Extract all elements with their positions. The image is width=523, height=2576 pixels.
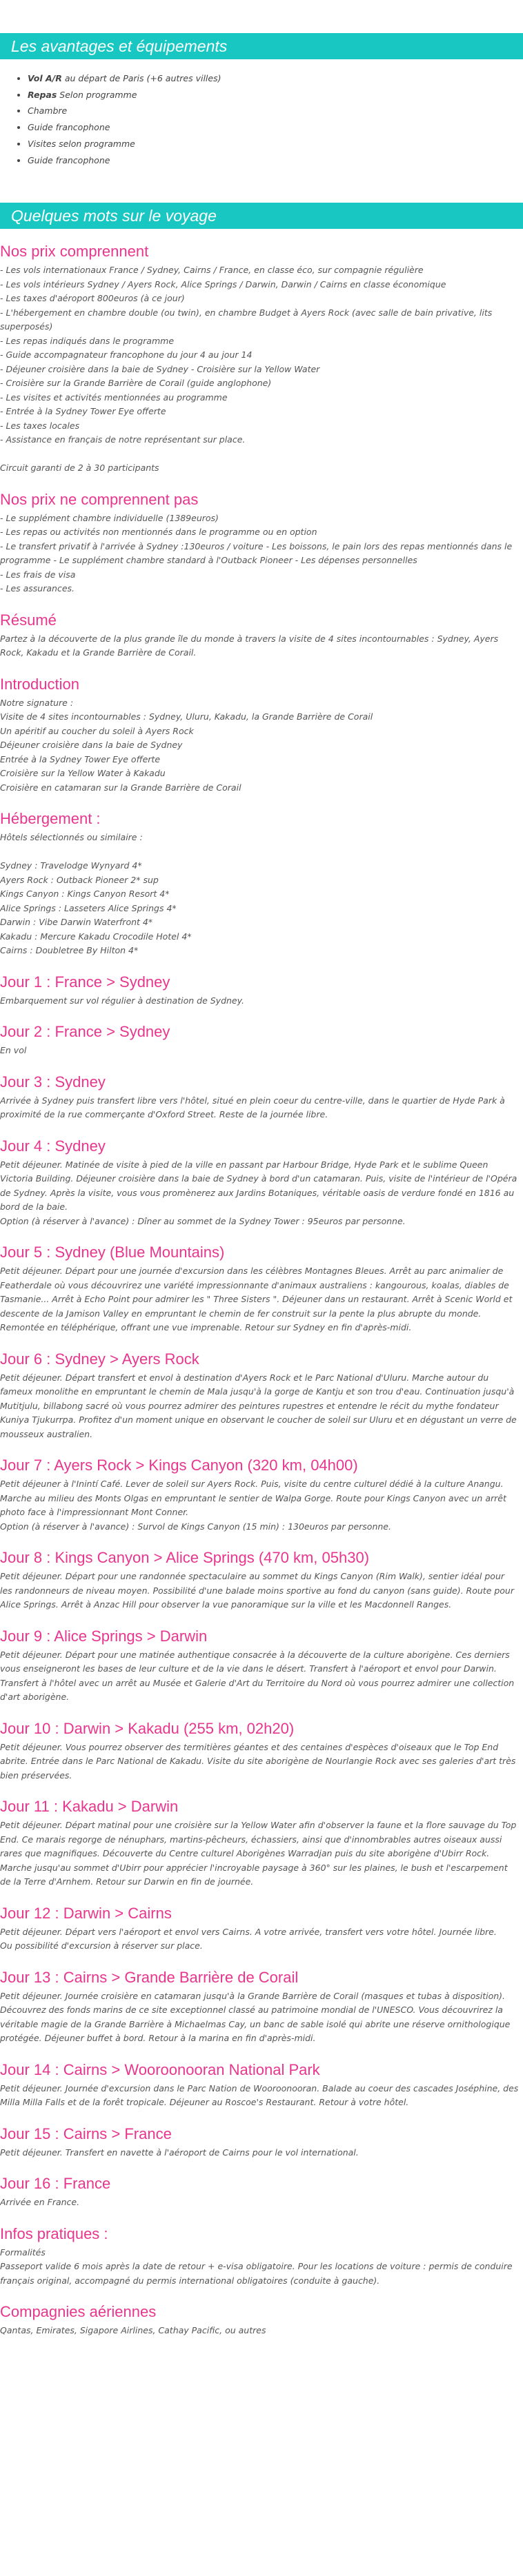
features-banner: Les avantages et équipements — [0, 33, 523, 59]
feature-item — [28, 136, 523, 152]
section-line: - Les vols intérieurs Sydney / Ayers Rock, Alice Springs / Darwin, Darwin / Cairns en classe économique — [0, 278, 446, 290]
section-line: - Les frais de visa — [0, 569, 76, 580]
section-title: Jour 13 : Cairns > Grande Barrière de Corail — [0, 1968, 299, 1986]
section-body — [0, 1925, 523, 1954]
section-line: Cairns : Doubletree By Hilton 4* — [0, 945, 139, 956]
section-body — [0, 632, 523, 660]
section — [0, 2175, 523, 2210]
section-body — [0, 511, 523, 596]
section — [0, 1905, 523, 1954]
section-line: - Les visites et activités mentionnées au programme — [0, 392, 228, 403]
section-body — [0, 2195, 523, 2210]
section-line: Petit déjeuner. Départ pour une randonnée spectaculaire au sommet du Kings Canyon (Rim Walk), sentier idéal pour les randonneurs de niveau moyen. Possibilité d'une balade moins sportive au fond du canyon (sans guide). Route pour Alice Springs. Arrêt à Anzac Hill pour observer la vue panoramique sur la ville et les Macdonnell Ranges. — [0, 1571, 514, 1610]
feature-item — [28, 152, 523, 169]
section-line: - Guide accompagnateur francophone du jour 4 au jour 14 — [0, 349, 253, 361]
section — [0, 1969, 523, 2046]
feature-item-text: Chambre — [28, 105, 68, 116]
section-title: Jour 2 : France > Sydney — [0, 1023, 170, 1041]
section-body — [0, 2246, 523, 2289]
section-line: Visite de 4 sites incontournables : Sydney, Uluru, Kakadu, la Grande Barrière de Corail — [0, 711, 373, 722]
section — [0, 2303, 523, 2338]
feature-item-bold: Vol A/R — [28, 73, 62, 83]
section-title: Compagnies aériennes — [0, 2303, 157, 2321]
section — [0, 2225, 523, 2289]
section-title: Jour 10 : Darwin > Kakadu (255 km, 02h20) — [0, 1719, 295, 1737]
section-line: - Les assurances. — [0, 583, 75, 594]
section-line: Darwin : Vibe Darwin Waterfront 4* — [0, 917, 153, 928]
section-body — [0, 1570, 523, 1612]
section-title: Hébergement : — [0, 810, 101, 828]
section-title: Jour 5 : Sydney (Blue Mountains) — [0, 1244, 225, 1261]
section-line: Passeport valide 6 mois après la date de retour + e-visa obligatoire. Pour les locations de voiture : permis de conduire français original, accompagné du permis international obligatoires (conduite à gauche). — [0, 2261, 513, 2286]
section-line: Petit déjeuner. Matinée de visite à pied de la ville en passant par Harbour Bridge, Hyde Park et le sublime Queen Victoria Building. Déjeuner croisière dans la baie de Sydney à bord d'un catamaran. Puis, visite de l'intérieur de l'Opéra de Sydney. Après la visite, vous vous promènerez aux Jardins Botaniques, véritable oasis de verdure fondé en 1816 au bord de la baie. — [0, 1159, 517, 1213]
section — [0, 676, 523, 795]
feature-item-bold: Repas — [28, 89, 57, 100]
section-line: Kings Canyon : Kings Canyon Resort 4* — [0, 889, 170, 900]
section — [0, 1627, 523, 1705]
section-line: Un apéritif au coucher du soleil à Ayers Rock — [0, 725, 194, 736]
section-line: - L'hébergement en chambre double (ou twin), en chambre Budget à Ayers Rock (avec salle de bain privative, lits superposés) — [0, 307, 493, 332]
section — [0, 1073, 523, 1122]
section-line: Petit déjeuner. Journée d'excursion dans le Parc Nation de Wooroonooran. Balade au coeur des cascades Joséphine, des Milla Milla Falls et de la forêt tropicale. Déjeuner au Roscoe's Restaurant. Retour à votre hôtel. — [0, 2082, 519, 2108]
section-body — [0, 1989, 523, 2046]
section — [0, 1244, 523, 1335]
section — [0, 810, 523, 958]
section-line: - Le transfert privatif à l'arrivée à Sydney :130euros / voiture - Les boissons, le pain lors des repas mentionnés dans le programme - Le supplément chambre standard à l'Outback Pioneer - Les dépenses personnelles — [0, 540, 513, 566]
feature-item — [28, 70, 523, 87]
section-line: Sydney : Travelodge Wynyard 4* — [0, 860, 142, 871]
section-title: Jour 9 : Alice Springs > Darwin — [0, 1627, 208, 1645]
section-line: Embarquement sur vol régulier à destination de Sydney. — [0, 995, 245, 1006]
section-line: Petit déjeuner. Transfert en navette à l'aéroport de Cairns pour le vol international. — [0, 2147, 359, 2158]
section-title: Nos prix ne comprennent pas — [0, 490, 199, 508]
section-line: Petit déjeuner. Départ transfert et envol à destination d'Ayers Rock et le Parc National d'Uluru. Marche autour du fameux monolithe en empruntant le chemin de Mala jusqu'à la gorge de Kantju et son trou d'eau. Continuation jusqu'à Mutitjulu, billabong sacré où vous pourrez admirer des peintures rupestres et entendre le récit du mythe fondateur Kuniya Tjukurrpa. Profitez d'un moment unique en observant le coucher de soleil sur Uluru et en dégustant un verre de mousseux australien. — [0, 1372, 517, 1439]
section-line: Petit déjeuner à l'Inintí Café. Lever de soleil sur Ayers Rock. Puis, visite du centre culturel dédié à la culture Anangu. Marche au milieu des Monts Olgas en empruntant le sentier de Walpa Gorge. Route pour Kings Canyon avec un arrêt photo face à l'impressionnant Mont Conner. — [0, 1479, 506, 1518]
feature-item-text: Guide francophone — [28, 122, 110, 133]
section — [0, 1457, 523, 1534]
section-body — [0, 831, 523, 958]
section-line: Petit déjeuner. Départ matinal pour une croisière sur la Yellow Water afin d'observer la faune et la flore sauvage du Top End. Ce marais regorge de nénuphars, martins-pêcheurs, échassiers, ainsi que d'innombrables autres oiseaux aussi rares que magnifiques. Découverte du Centre culturel Aborigènes Warradjan puis du site aborigène d'Ubirr Rock. Marche jusqu'au sommet d'Ubirr pour apprécier l'incroyable paysage à 360° sur les plaines, le bush et l'escarpement de la Terre d'Arnhem. Retour sur Darwin en fin de journée. — [0, 1820, 517, 1887]
section — [0, 973, 523, 1008]
section — [0, 491, 523, 596]
section-title: Jour 1 : France > Sydney — [0, 973, 170, 991]
sections-container — [0, 243, 523, 2338]
section-line: Partez à la découverte de la plus grande île du monde à travers la visite de 4 sites incontournables : Sydney, Ayers Rock, Kakadu et la Grande Barrière de Corail. — [0, 633, 499, 658]
section-title: Jour 7 : Ayers Rock > Kings Canyon (320 km, 04h00) — [0, 1457, 358, 1474]
feature-item-text: Visites selon programme — [28, 138, 135, 149]
section-line: - Les taxes locales — [0, 420, 80, 431]
section-title: Jour 3 : Sydney — [0, 1073, 106, 1091]
section-line: - Les repas ou activités non mentionnés dans le programme ou en option — [0, 527, 317, 538]
section-title: Jour 16 : France — [0, 2175, 111, 2193]
section — [0, 611, 523, 660]
section-title: Jour 14 : Cairns > Wooroonooran National Park — [0, 2060, 320, 2078]
section-title: Jour 6 : Sydney > Ayers Rock — [0, 1350, 199, 1368]
section-body — [0, 1094, 523, 1122]
section — [0, 1023, 523, 1058]
section-line — [0, 447, 519, 462]
section-line: Arrivée en France. — [0, 2197, 80, 2208]
feature-item — [28, 87, 523, 103]
section-body — [0, 2082, 523, 2110]
feature-item-text: au départ de Paris (+6 autres villes) — [61, 73, 221, 83]
section-body — [0, 1158, 523, 1229]
section-title: Infos pratiques : — [0, 2224, 108, 2242]
section-line: Qantas, Emirates, Sigapore Airlines, Cathay Pacific, ou autres — [0, 2325, 266, 2336]
section-body — [0, 1264, 523, 1335]
section-line: - Les vols internationaux France / Sydney, Cairns / France, en classe éco, sur compagnie régulière — [0, 265, 424, 276]
overview-banner: Quelques mots sur le voyage — [0, 203, 523, 229]
section-line: - Le supplément chambre individuelle (1389euros) — [0, 512, 219, 523]
section-line: Formalités — [0, 2247, 46, 2258]
section — [0, 1137, 523, 1229]
section-body — [0, 1741, 523, 1783]
section-title: Nos prix comprennent — [0, 243, 149, 261]
section-line: - Croisière sur la Grande Barrière de Corail (guide anglophone) — [0, 378, 272, 389]
section — [0, 243, 523, 476]
section-body — [0, 2324, 523, 2338]
section-line: Option (à réserver à l'avance) : Dîner au sommet de la Sydney Tower : 95euros par personne. — [0, 1215, 406, 1226]
section-line: Circuit garanti de 2 à 30 participants — [0, 463, 159, 474]
section-line: Croisière sur la Yellow Water à Kakadu — [0, 768, 166, 779]
section-title: Résumé — [0, 611, 57, 629]
section-line: En vol — [0, 1045, 27, 1056]
section-line: Hôtels sélectionnés ou similaire : — [0, 832, 143, 843]
section-line — [0, 845, 519, 860]
section-line: - Entrée à la Sydney Tower Eye offerte — [0, 406, 166, 417]
features-list — [0, 70, 523, 168]
section-line: Entrée à la Sydney Tower Eye offerte — [0, 753, 161, 764]
section-line: Petit déjeuner. Vous pourrez observer des termitières géantes et des centaines d'espèces d'oiseaux que le Top End abrite. Entrée dans le Parc National de Kakadu. Visite du site aborigène de Nourlangie Rock avec ses galeries d'art très bien préservées. — [0, 1741, 516, 1781]
section — [0, 1549, 523, 1612]
section-body — [0, 1371, 523, 1442]
section-title: Jour 11 : Kakadu > Darwin — [0, 1798, 179, 1816]
section-line: Notre signature : — [0, 697, 74, 708]
section-line: Déjeuner croisière dans la baie de Sydney — [0, 740, 183, 751]
section-line: Petit déjeuner. Départ vers l'aéroport et envol vers Cairns. A votre arrivée, transfert vers votre hôtel. Journée libre. — [0, 1926, 497, 1937]
section-line: Option (à réserver à l'avance) : Survol de Kings Canyon (15 min) : 130euros par personne. — [0, 1521, 391, 1532]
section — [0, 1798, 523, 1889]
feature-item — [28, 103, 523, 119]
section-body — [0, 1044, 523, 1058]
section-body — [0, 1818, 523, 1889]
section — [0, 1350, 523, 1442]
section-line: - Les taxes d'aéroport 800euros (à ce jour) — [0, 293, 185, 304]
section-body — [0, 696, 523, 795]
section-body — [0, 1477, 523, 1534]
feature-item — [28, 119, 523, 136]
section-body — [0, 1648, 523, 1705]
section-line: Croisière en catamaran sur la Grande Barrière de Corail — [0, 782, 241, 793]
section-title: Jour 12 : Darwin > Cairns — [0, 1904, 172, 1922]
section-line: - Déjeuner croisière dans la baie de Sydney - Croisière sur la Yellow Water — [0, 363, 320, 374]
section-line: - Assistance en français de notre représentant sur place. — [0, 434, 246, 445]
section-line: Ayers Rock : Outback Pioneer 2* sup — [0, 874, 159, 885]
feature-item-text: Selon programme — [57, 89, 137, 100]
feature-item-text: Guide francophone — [28, 154, 110, 165]
section — [0, 2125, 523, 2160]
section — [0, 2061, 523, 2110]
section-body — [0, 263, 523, 476]
section-line: Arrivée à Sydney puis transfert libre vers l'hôtel, situé en plein coeur du centre-ville, dans le quartier de Hyde Park à proximité de la rue commerçante d'Oxford Street. Reste de la journée libre. — [0, 1095, 505, 1120]
section-line: Petit déjeuner. Départ pour une matinée authentique consacrée à la découverte de la culture aborigène. Ces derniers vous enseigneront les bases de leur culture et de la vie dans le désert. Transfert à l'aéroport et envol pour Darwin. Transfert à l'hôtel avec un arrêt au Musée et Galerie d'Art du Territoire du Nord où vous pourrez admirer une collection d'art aborigène. — [0, 1649, 515, 1703]
section-line: Ou possibilité d'excursion à réserver sur place. — [0, 1940, 203, 1951]
section-title: Jour 8 : Kings Canyon > Alice Springs (470 km, 05h30) — [0, 1549, 370, 1567]
section — [0, 1720, 523, 1783]
section-title: Jour 4 : Sydney — [0, 1137, 106, 1155]
section-body — [0, 2146, 523, 2160]
section-line: Petit déjeuner. Départ pour une journée d'excursion dans les célèbres Montagnes Bleues. Arrêt au parc animalier de Featherdale où vous découvrirez une variété impressionnante d'animaux australiens : kangourous, koalas, diables de Tasmanie... Arrêt à Echo Point pour admirer les " Three Sisters ". Déjeuner dans un restaurant. Arrêt à Scenic World et descente de la Jamison Valley en empruntant le chemin de fer construit sur la pente la plus abrupte du monde. Remontée en téléphérique, offrant une vue imprenable. Retour sur Sydney en fin d'après-midi. — [0, 1266, 513, 1333]
section-line: Alice Springs : Lasseters Alice Springs 4* — [0, 902, 177, 913]
section-line: Petit déjeuner. Journée croisière en catamaran jusqu'à la Grande Barrière de Corail (masques et tubas à disposition). Découvrez des fonds marins de ce site exceptionnel classé au patrimoine mondial de l'UNESCO. Vous découvrirez la véritable magie de la Grande Barrière à Michaelmas Cay, un banc de sable isolé qui abrite une réserve ornithologique protégée. Déjeuner buffet à bord. Retour à la marina en fin d'après-midi. — [0, 1990, 511, 2044]
section-line: - Les repas indiqués dans le programme — [0, 335, 175, 346]
section-title: Jour 15 : Cairns > France — [0, 2124, 172, 2142]
section-body — [0, 994, 523, 1008]
section-line: Kakadu : Mercure Kakadu Crocodile Hotel 4* — [0, 931, 192, 942]
section-title: Introduction — [0, 675, 79, 693]
